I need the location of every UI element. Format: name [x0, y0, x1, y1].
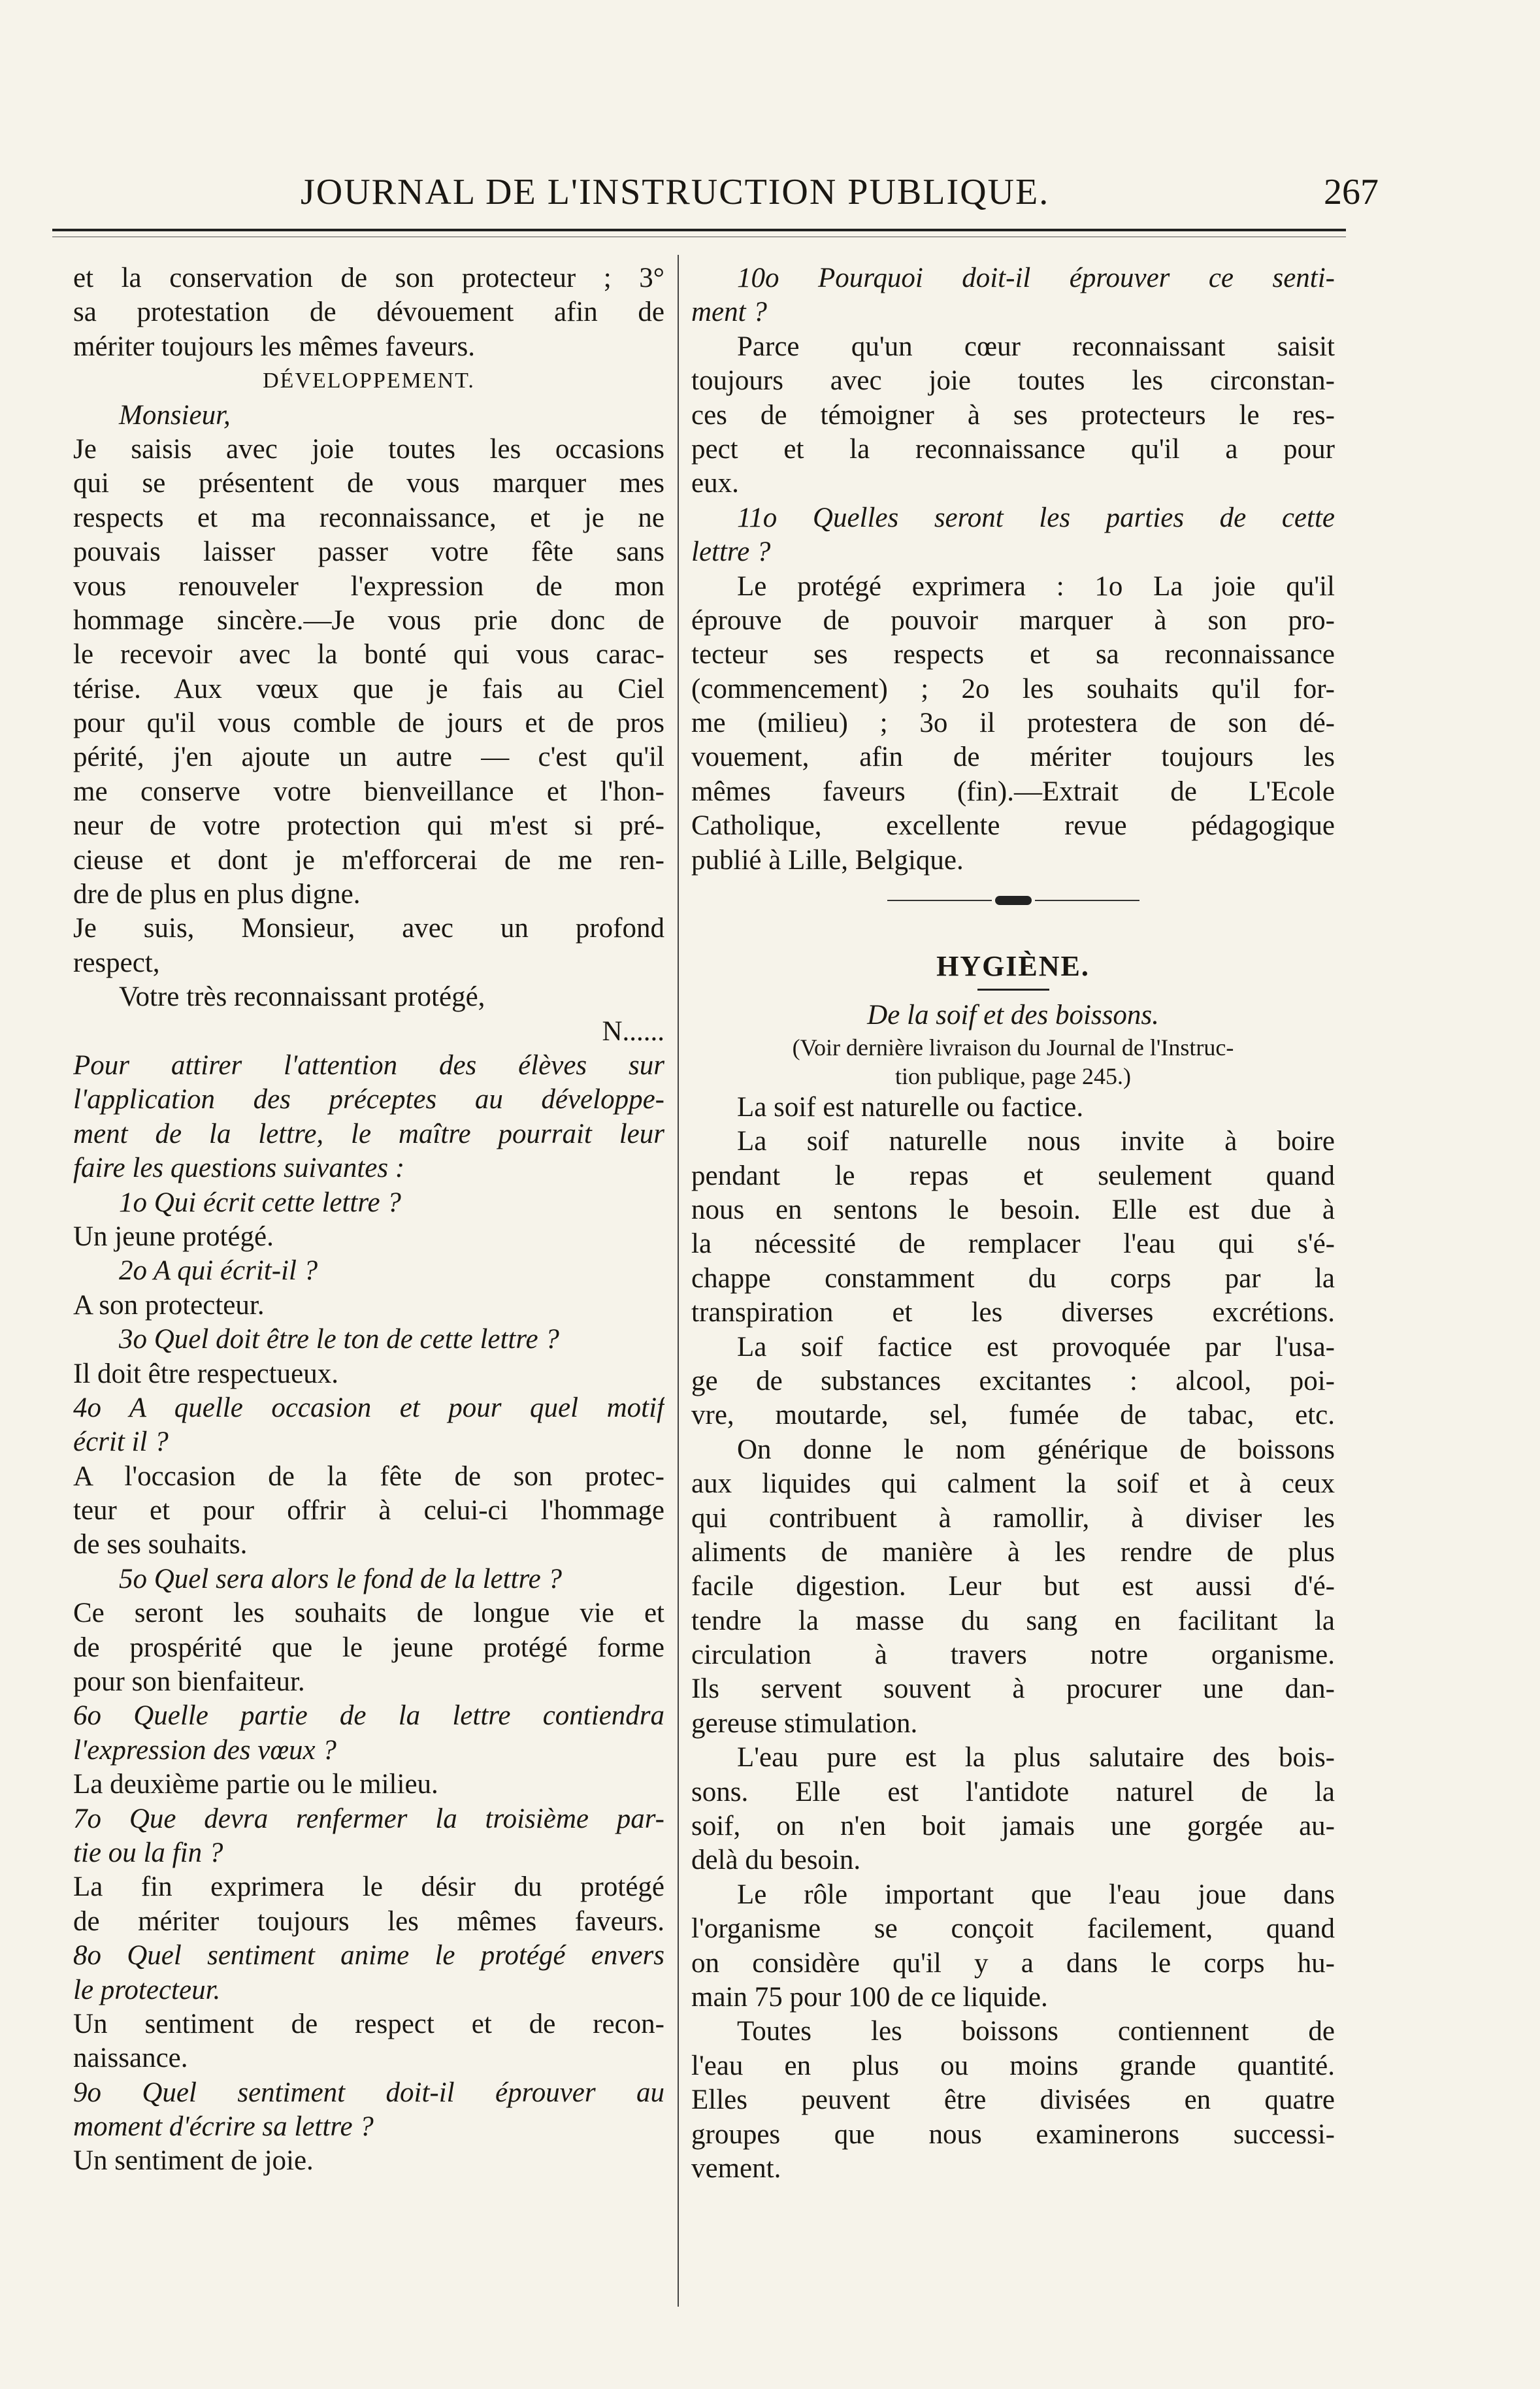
ornament-divider	[691, 878, 1335, 923]
right-column	[691, 261, 1335, 2186]
text-line: pouvais laisser passer votre fête sans	[73, 536, 664, 568]
text-line: sons. Elle est l'antidote naturel de la	[691, 1776, 1335, 1807]
text-line: Un sentiment de joie.	[73, 2145, 314, 2177]
text-line: l'organisme se conçoit facilement, quand	[691, 1913, 1335, 1945]
section-subtitle: De la soif et des boissons.	[867, 1000, 1159, 1031]
text-line: 7o Que devra renfermer la troisième par-	[73, 1803, 664, 1834]
text-line: le recevoir avec la bonté qui vous carac-	[73, 639, 664, 670]
journal-title: JOURNAL DE L'INSTRUCTION PUBLIQUE.	[301, 172, 1050, 212]
text-line: vouement, afin de mériter toujours les	[691, 742, 1335, 773]
text-line: groupes que nous examinerons successi-	[691, 2118, 1335, 2150]
text-line: Toutes les boissons contiennent de	[737, 2016, 1335, 2047]
text-line: hommage sincère.—Je vous prie donc de	[73, 604, 664, 636]
text-line: Il doit être respectueux.	[73, 1358, 338, 1389]
text-line: qui se présentent de vous marquer mes	[73, 468, 664, 499]
text-line: tie ou la fin ?	[73, 1837, 223, 1868]
text-line: respect,	[73, 947, 160, 978]
text-line: 10o Pourquoi doit-il éprouver ce senti-	[737, 263, 1335, 293]
text-line: 5o Quel sera alors le fond de la lettre ?	[119, 1563, 562, 1594]
text-line: et la conservation de son protecteur ; 3°	[73, 263, 664, 293]
text-line: me (milieu) ; 3o il protestera de son dé-	[691, 708, 1335, 739]
text-line: Ils servent souvent à procurer une dan-	[691, 1673, 1335, 1705]
text-line: Elles peuvent être divisées en quatre	[691, 2084, 1335, 2116]
text-line: respects et ma reconnaissance, et je ne	[73, 502, 664, 533]
text-line: DÉVELOPPEMENT.	[263, 369, 475, 393]
text-line: de ses souhaits.	[73, 1529, 248, 1560]
text-line: ment ?	[691, 297, 767, 328]
text-line: mêmes faveurs (fin).—Extrait de L'Ecole	[691, 776, 1335, 807]
text-line: vement.	[691, 2152, 781, 2184]
text-line: aliments de manière à les rendre de plus	[691, 1536, 1335, 1568]
text-line: Le rôle important que l'eau joue dans	[737, 1879, 1335, 1910]
text-line: ces de témoigner à ses protecteurs le res-	[691, 399, 1335, 431]
text-line: N......	[602, 1015, 664, 1047]
text-line: A son protecteur.	[73, 1289, 265, 1321]
text-line: transpiration et les diverses excrétions.	[691, 1297, 1335, 1328]
text-line: ge de substances excitantes : alcool, poi-	[691, 1365, 1335, 1396]
text-line: (commencement) ; 2o les souhaits qu'il for-	[691, 673, 1335, 704]
header-rule	[52, 229, 1346, 231]
text-line: La soif naturelle nous invite à boire	[737, 1126, 1335, 1157]
text-line: On donne le nom générique de boissons	[737, 1434, 1335, 1465]
text-line: pour qu'il vous comble de jours et de pros	[73, 708, 664, 739]
text-line: gereuse stimulation.	[691, 1707, 918, 1739]
text-line: delà du besoin.	[691, 1845, 861, 1876]
text-line: vre, moutarde, sel, fumée de tabac, etc.	[691, 1400, 1335, 1431]
text-line: pect et la reconnaissance qu'il a pour	[691, 433, 1335, 465]
text-line: écrit il ?	[73, 1426, 169, 1458]
text-line: qui contribuent à ramollir, à diviser les	[691, 1502, 1335, 1534]
text-line: nous en sentons le besoin. Elle est due à	[691, 1194, 1335, 1225]
right-column-top	[691, 261, 1335, 878]
text-line: le protecteur.	[73, 1974, 221, 2005]
text-line: pour son bienfaiteur.	[73, 1666, 305, 1698]
text-line: 3o Quel doit être le ton de cette lettre ?	[119, 1324, 559, 1355]
text-line: térise. Aux vœux que je fais au Ciel	[73, 673, 664, 704]
text-line: la nécessité de remplacer l'eau qui s'é-	[691, 1228, 1335, 1260]
text-line: lettre ?	[691, 536, 771, 568]
text-line: de mériter toujours les mêmes faveurs.	[73, 1905, 664, 1937]
text-line: cieuse et dont je m'efforcerai de me ren-	[73, 844, 664, 876]
text-line: périté, j'en ajoute un autre — c'est qu'il	[73, 742, 664, 773]
running-header	[72, 171, 1379, 230]
text-line: l'eau en plus ou moins grande quantité.	[691, 2050, 1335, 2081]
text-line: Votre très reconnaissant protégé,	[119, 981, 485, 1013]
text-line: on considère qu'il y a dans le corps hu-	[691, 1947, 1335, 1979]
text-line: tecteur ses respects et sa reconnaissance	[691, 639, 1335, 670]
text-line: toujours avec joie toutes les circonstan-	[691, 365, 1335, 397]
right-column-bottom	[691, 1091, 1335, 2186]
text-line: l'expression des vœux ?	[73, 1734, 336, 1766]
section-note-2: tion publique, page 245.)	[895, 1063, 1131, 1089]
text-line: Un jeune protégé.	[73, 1221, 274, 1252]
text-line: 8o Quel sentiment anime le protégé envers	[73, 1940, 664, 1971]
text-line: 2o A qui écrit-il ?	[119, 1255, 318, 1287]
text-line: sa protestation de dévouement afin de	[73, 297, 664, 328]
text-line: Je suis, Monsieur, avec un profond	[73, 913, 664, 944]
text-line: naissance.	[73, 2043, 188, 2074]
heading-underline	[977, 989, 1049, 991]
text-line: vous renouveler l'expression de mon	[73, 570, 664, 602]
text-line: chappe constamment du corps par la	[691, 1262, 1335, 1294]
text-line: eux.	[691, 468, 739, 499]
text-line: La deuxième partie ou le milieu.	[73, 1769, 438, 1800]
text-line: Catholique, excellente revue pédagogique	[691, 810, 1335, 842]
text-line: Un sentiment de respect et de recon-	[73, 2008, 664, 2039]
text-line: teur et pour offrir à celui-ci l'hommage	[73, 1495, 664, 1526]
text-line: l'application des préceptes au développe-	[73, 1084, 664, 1115]
text-line: mériter toujours les mêmes faveurs.	[73, 331, 475, 362]
text-line: publié à Lille, Belgique.	[691, 844, 964, 876]
text-line: soif, on n'en boit jamais une gorgée au-	[691, 1811, 1335, 1842]
text-line: main 75 pour 100 de ce liquide.	[691, 1981, 1048, 2013]
text-line: A l'occasion de la fête de son protec-	[73, 1460, 664, 1492]
text-line: Monsieur,	[119, 399, 231, 431]
text-line: aux liquides qui calment la soif et à ceux	[691, 1468, 1335, 1500]
text-line: 6o Quelle partie de la lettre contiendra	[73, 1700, 664, 1732]
text-line: ment de la lettre, le maître pourrait leur	[73, 1118, 664, 1149]
text-line: moment d'écrire sa lettre ?	[73, 2111, 374, 2143]
left-column	[73, 261, 664, 2179]
text-line: L'eau pure est la plus salutaire des bois-	[737, 1742, 1335, 1773]
text-line: tendre la masse du sang en facilitant la	[691, 1605, 1335, 1636]
section-heading: HYGIÈNE.	[936, 950, 1090, 983]
text-line: Je saisis avec joie toutes les occasions	[73, 433, 664, 465]
text-line: circulation à travers notre organisme.	[691, 1639, 1335, 1671]
text-line: 11o Quelles seront les parties de cette	[737, 502, 1335, 533]
text-line: Le protégé exprimera : 1o La joie qu'il	[737, 570, 1335, 602]
text-line: La soif factice est provoquée par l'usa-	[737, 1331, 1335, 1362]
text-line: neur de votre protection qui m'est si pré-	[73, 810, 664, 842]
text-line: faire les questions suivantes :	[73, 1153, 405, 1184]
text-line: Ce seront les souhaits de longue vie et	[73, 1598, 664, 1629]
text-line: éprouve de pouvoir marquer à son pro-	[691, 604, 1335, 636]
text-line: pendant le repas et seulement quand	[691, 1160, 1335, 1191]
page-number: 267	[1324, 172, 1379, 212]
text-line: Pour attirer l'attention des élèves sur	[73, 1049, 664, 1081]
text-line: La fin exprimera le désir du protégé	[73, 1871, 664, 1903]
text-line: dre de plus en plus digne.	[73, 879, 361, 910]
text-line: me conserve votre bienveillance et l'hon-	[73, 776, 664, 807]
text-line: 1o Qui écrit cette lettre ?	[119, 1187, 401, 1218]
text-line: 9o Quel sentiment doit-il éprouver au	[73, 2077, 664, 2108]
text-line: La soif est naturelle ou factice.	[737, 1091, 1084, 1123]
text-line: de prospérité que le jeune protégé forme	[73, 1632, 664, 1663]
text-line: Parce qu'un cœur reconnaissant saisit	[737, 331, 1335, 362]
column-divider	[678, 255, 679, 2307]
text-line: 4o A quelle occasion et pour quel motif	[73, 1392, 664, 1423]
section-note-1: (Voir dernière livraison du Journal de l'Instruc-	[792, 1034, 1234, 1061]
text-line: facile digestion. Leur but est aussi d'é-	[691, 1571, 1335, 1602]
